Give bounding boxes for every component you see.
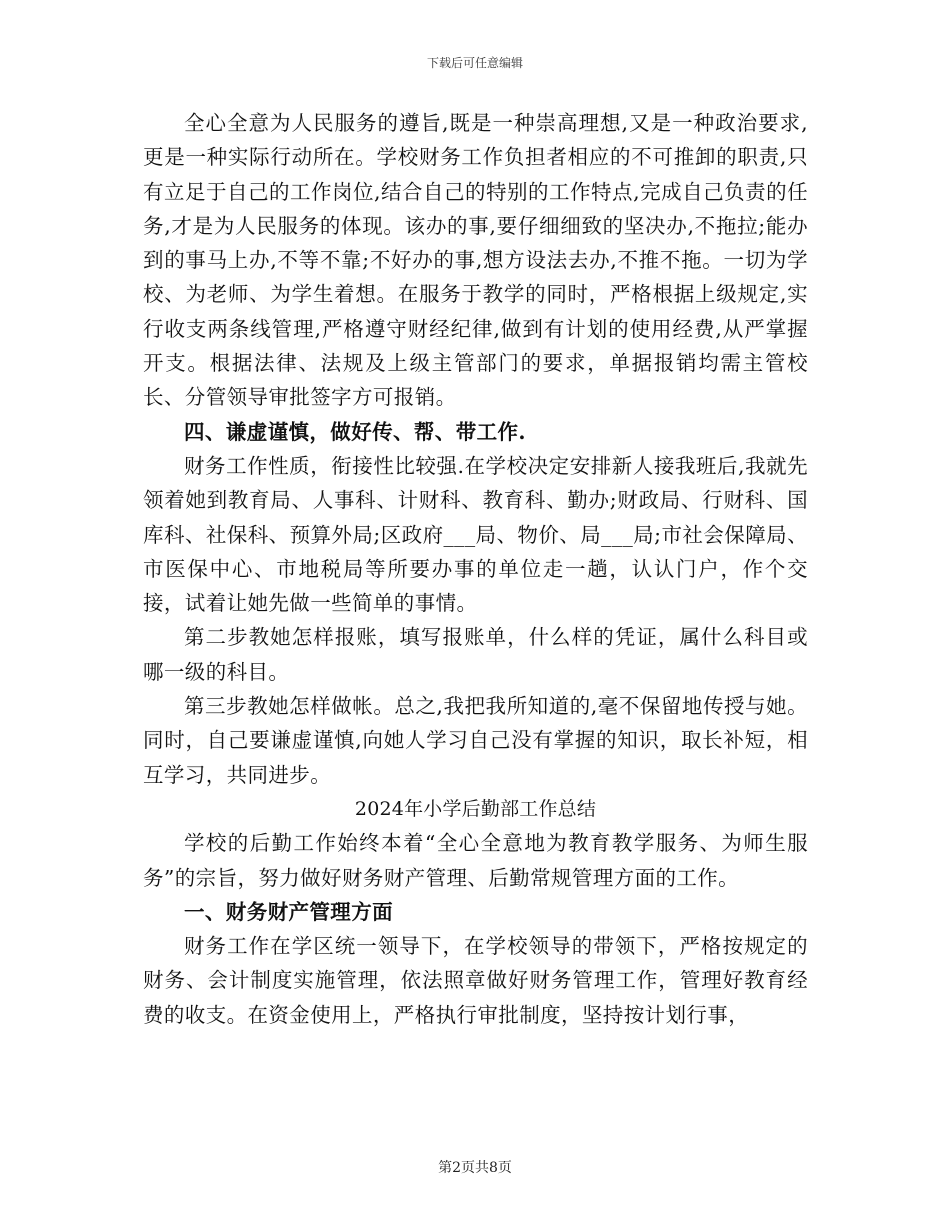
paragraph-finance-management: 财务工作在学区统一领导下，在学校领导的带领下，严格按规定的财务、会计制度实施管理，依法照章做好财务管理工作，管理好教育经费的收支。在资金使用上，严格执行审批制度，坚持按计划行事， — [143, 934, 808, 1027]
section-heading-one: 一、财务财产管理方面 — [184, 899, 393, 924]
paragraph-step-three: 第三步教她怎样做帐。总之,我把我所知道的,毫不保留地传授与她。同时，自己要谦虚谨慎,向她人学习自己没有掌握的知识，取长补短，相互学习，共同进步。 — [143, 694, 808, 787]
paragraph-service-purpose: 全心全意为人民服务的遵旨,既是一种崇高理想,又是一种政治要求,更是一种实际行动所在。学校财务工作负担者相应的不可推卸的职责,只有立足于自己的工作岗位,结合自己的特别的工作特点,完成自己负责的任务,才是为人民服务的体现。该办的事,要仔细细致的坚决办,不拖拉;能办到的事马上办,不等不靠;不好办的事,想方设法去办,不推不拖。一切为学校、为老师、为学生着想。在服务于教学的同时，严格根据上级规定,实行收支两条线管理,严格遵守财经纪律,做到有计划的使用经费,从严掌握开支。根据法律、法规及上级主管部门的要求，单据报销均需主管校长、分管领导审批签字方可报销。 — [143, 111, 808, 410]
paragraph-logistics-purpose: 学校的后勤工作始终本着“全心全意地为教育教学服务、为师生服务”的宗旨，努力做好财务财产管理、后勤常规管理方面的工作。 — [143, 831, 808, 890]
section-heading-four: 四、谦虚谨慎，做好传、帮、带工作. — [184, 419, 526, 444]
page-header: 下载后可任意编辑 — [426, 56, 523, 70]
document-title: 2024年小学后勤部工作总结 — [354, 797, 597, 820]
paragraph-step-two: 第二步教她怎样报账，填写报账单，什么样的凭证，属什么科目或哪一级的科目。 — [143, 625, 808, 684]
paragraph-handover: 财务工作性质，衔接性比较强.在学校决定安排新人接我班后,我就先领着她到教育局、人事科、计财科、教育科、勤办;财政局、行财科、国库科、社保科、预算外局;区政府___局、物价、局___局;市社会保障局、市医保中心、市地税局等所要办事的单位走一趟，认认门户，作个交接，试着让她先做一些简单的事情。 — [143, 453, 808, 616]
document-body — [143, 106, 808, 1032]
page-footer: 第2页共8页 — [438, 1160, 512, 1176]
